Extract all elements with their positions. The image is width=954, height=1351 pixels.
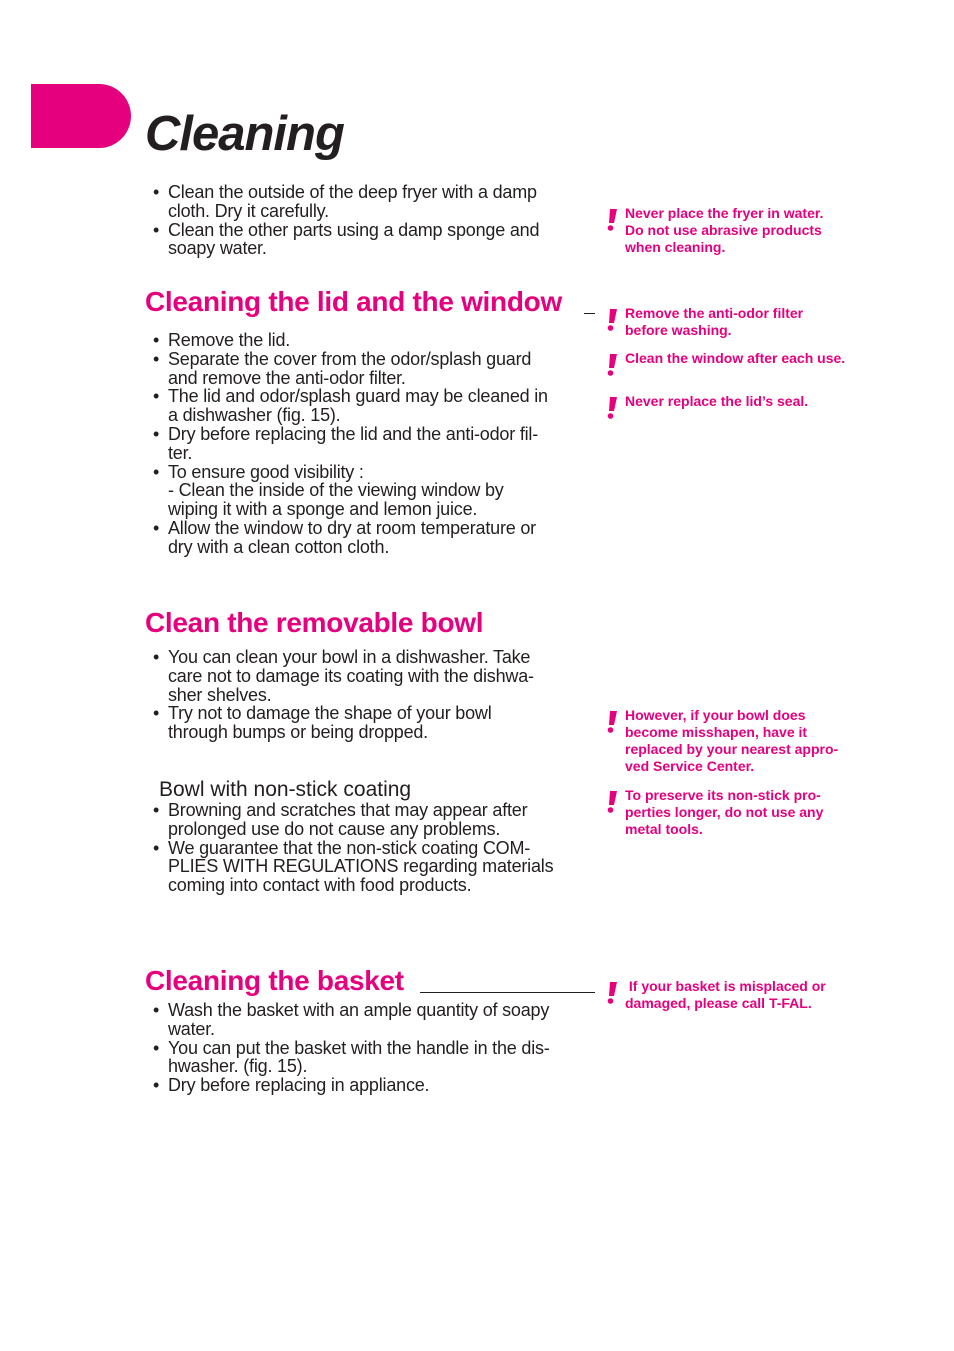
page-title: Cleaning: [145, 107, 344, 161]
list-item: • Allow the window to dry at room temperature or dry with a clean cotton cloth.: [153, 519, 593, 557]
warning-text: Remove the anti-odor filter before washing.: [625, 305, 804, 338]
list-item: • Separate the cover from the odor/splash guard and remove the anti-odor filter.: [153, 350, 593, 388]
exclamation-icon: [604, 353, 620, 377]
list-item: • Clean the outside of the deep fryer with a damp cloth. Dry it carefully.: [153, 183, 593, 221]
list-item: • The lid and odor/splash guard may be cleaned in a dishwasher (fig. 15).: [153, 387, 593, 425]
warning-text: Clean the window after each use.: [625, 350, 846, 366]
warning-text: To preserve its non-stick pro- perties longer, do not use any metal tools.: [625, 787, 824, 837]
exclamation-icon: [604, 710, 620, 734]
exclamation-icon: [604, 981, 620, 1005]
list-item: • Try not to damage the shape of your bowl through bumps or being dropped.: [153, 704, 593, 742]
list-item: • Wash the basket with an ample quantity of soapy water.: [153, 1001, 593, 1039]
list-item: • Browning and scratches that may appear after prolonged use do not cause any problems.: [153, 801, 593, 839]
section-tab-marker: [31, 84, 131, 148]
heading-rule: [584, 313, 595, 314]
warning-note: [604, 393, 934, 420]
exclamation-icon: [604, 208, 620, 232]
exclamation-icon: [604, 308, 620, 332]
basket-list: [153, 1001, 593, 1095]
list-item: • Clean the other parts using a damp sponge and soapy water.: [153, 221, 593, 259]
section-heading-bowl: Clean the removable bowl: [145, 607, 484, 638]
warning-text: Never place the fryer in water. Do not use abrasive products when cleaning.: [625, 205, 824, 255]
warning-text: However, if your bowl does become misshapen, have it replaced by your nearest appro- ved Service Center.: [625, 707, 839, 774]
warning-note: [604, 350, 934, 377]
list-item: • To ensure good visibility : - Clean the inside of the viewing window by wiping it with a sponge and lemon juice.: [153, 463, 593, 519]
exclamation-icon: [604, 396, 620, 420]
list-item: • Dry before replacing in appliance.: [153, 1076, 593, 1095]
list-item: • You can put the basket with the handle in the dis- hwasher. (fig. 15).: [153, 1039, 593, 1077]
warning-note: [604, 787, 934, 838]
lid-list: [153, 331, 593, 557]
intro-list: [153, 183, 593, 258]
section-heading-basket: Cleaning the basket: [145, 965, 404, 996]
warning-note: [604, 978, 934, 1012]
list-item: • You can clean your bowl in a dishwasher. Take care not to damage its coating with the dishwa- sher shelves.: [153, 648, 593, 704]
list-item: • Dry before replacing the lid and the anti-odor fil- ter.: [153, 425, 593, 463]
heading-rule: [420, 992, 595, 993]
warning-text: If your basket is misplaced or damaged, please call T-FAL.: [625, 978, 826, 1011]
warning-note: [604, 205, 934, 256]
nonstick-list: [153, 801, 593, 895]
bowl-subheading: Bowl with non-stick coating: [159, 778, 412, 801]
warning-note: [604, 305, 934, 339]
list-item: • Remove the lid.: [153, 331, 593, 350]
exclamation-icon: [604, 790, 620, 814]
bowl-list: [153, 648, 593, 742]
warning-text: Never replace the lid’s seal.: [625, 393, 809, 409]
section-heading-lid: Cleaning the lid and the window: [145, 286, 562, 317]
warning-note: [604, 707, 934, 775]
list-item: • We guarantee that the non-stick coating COM- PLIES WITH REGULATIONS regarding materials coming into contact with food products.: [153, 839, 593, 895]
